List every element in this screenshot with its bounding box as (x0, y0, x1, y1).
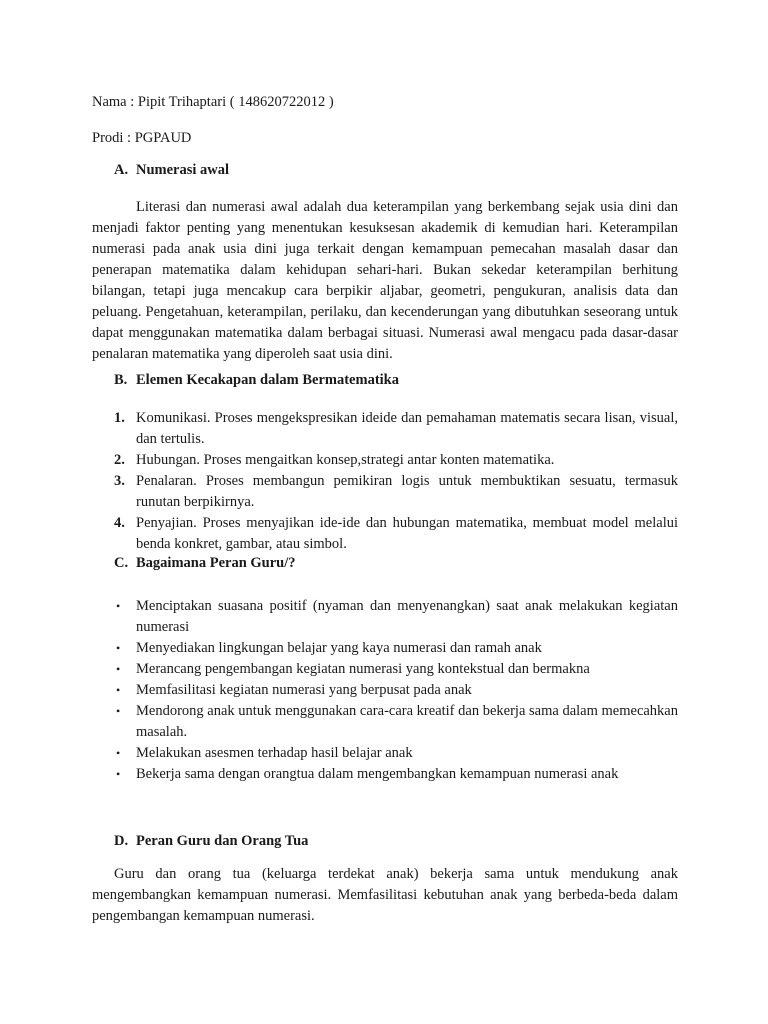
section-d-heading (114, 831, 308, 851)
list-item-text: Menyediakan lingkungan belajar yang kaya numerasi dan ramah anak (136, 640, 542, 656)
list-item-text: Hubungan. Proses mengaitkan konsep,strategi antar konten matematika. (136, 452, 555, 468)
list-item (114, 638, 678, 659)
student-name-line: Nama : Pipit Trihaptari ( 148620722012 ) (92, 94, 334, 110)
list-number: 3. (114, 473, 125, 489)
section-c-letter: C. (114, 555, 129, 571)
section-c-heading (114, 553, 296, 573)
list-item (114, 596, 678, 638)
list-item-text: Bekerja sama dengan orangtua dalam mengembangkan kemampuan numerasi anak (136, 766, 619, 782)
competency-list (114, 408, 678, 555)
list-item-text: Penyajian. Proses menyajikan ide-ide dan hubungan matematika, membuat model melalui benda konkret, gambar, atau simbol. (136, 515, 678, 552)
section-a-title: Numerasi awal (136, 162, 230, 178)
teacher-role-list (114, 596, 678, 785)
section-b-heading (114, 370, 399, 390)
list-item-text: Menciptakan suasana positif (nyaman dan menyenangkan) saat anak melakukan kegiatan numerasi (136, 598, 678, 635)
bullet-icon: • (116, 767, 121, 781)
list-number: 1. (114, 410, 125, 426)
section-b-letter: B. (114, 372, 128, 388)
section-c-title: Bagaimana Peran Guru/? (136, 555, 296, 571)
list-number: 4. (114, 515, 125, 531)
list-item-text: Mendorong anak untuk menggunakan cara-cara kreatif dan bekerja sama dalam memecahkan masalah. (136, 703, 678, 740)
section-b-title: Elemen Kecakapan dalam Bermatematika (136, 372, 399, 388)
list-item-text: Komunikasi. Proses mengekspresikan ideide dan pemahaman matematis secara lisan, visual, dan tertulis. (136, 410, 678, 447)
bullet-icon: • (116, 704, 121, 718)
list-item (114, 743, 678, 764)
bullet-icon: • (116, 746, 121, 760)
list-item (114, 680, 678, 701)
bullet-icon: • (116, 683, 121, 697)
section-d-letter: D. (114, 833, 129, 849)
list-number: 2. (114, 452, 125, 468)
list-item-text: Memfasilitasi kegiatan numerasi yang berpusat pada anak (136, 682, 472, 698)
list-item (114, 513, 678, 555)
bullet-icon: • (116, 641, 121, 655)
study-program-line: Prodi : PGPAUD (92, 130, 192, 146)
section-d-paragraph: Guru dan orang tua (keluarga terdekat anak) bekerja sama untuk mendukung anak mengembangkan kemampuan numerasi. Memfasilitasi kebutuhan anak yang berbeda-beda dalam pengembangan kemampuan numerasi. (92, 866, 678, 924)
list-item (114, 701, 678, 743)
section-a-paragraph: Literasi dan numerasi awal adalah dua keterampilan yang berkembang sejak usia dini dan menjadi faktor penting yang menentukan kesuksesan akademik di kemudian hari. Keterampilan numerasi pada anak usia dini juga terkait dengan kemampuan pemecahan masalah dasar dan penerapan matematika dalam kehidupan sehari-hari. Bukan sekedar keterampilan berhitung bilangan, tetapi juga mencakup cara berpikir aljabar, geometri, pengukuran, analisis data dan peluang. Pengetahuan, keterampilan, perilaku, dan kecenderungan yang dibutuhkan seseorang untuk dapat menggunakan matematika dalam berbagai situasi. Numerasi awal mengacu pada dasar-dasar penalaran matematika yang diperoleh saat usia dini. (92, 199, 678, 362)
list-item-text: Penalaran. Proses membangun pemikiran logis untuk membuktikan sesuatu, termasuk runutan berpikirnya. (136, 473, 678, 510)
bullet-icon: • (116, 662, 121, 676)
list-item-text: Melakukan asesmen terhadap hasil belajar anak (136, 745, 413, 761)
list-item (114, 764, 678, 785)
section-a-letter: A. (114, 162, 129, 178)
list-item (114, 450, 678, 471)
section-d-title: Peran Guru dan Orang Tua (136, 833, 309, 849)
list-item (114, 659, 678, 680)
bullet-icon: • (116, 599, 121, 613)
list-item-text: Merancang pengembangan kegiatan numerasi yang kontekstual dan bermakna (136, 661, 590, 677)
section-a-heading (114, 160, 229, 180)
list-item (114, 408, 678, 450)
list-item (114, 471, 678, 513)
